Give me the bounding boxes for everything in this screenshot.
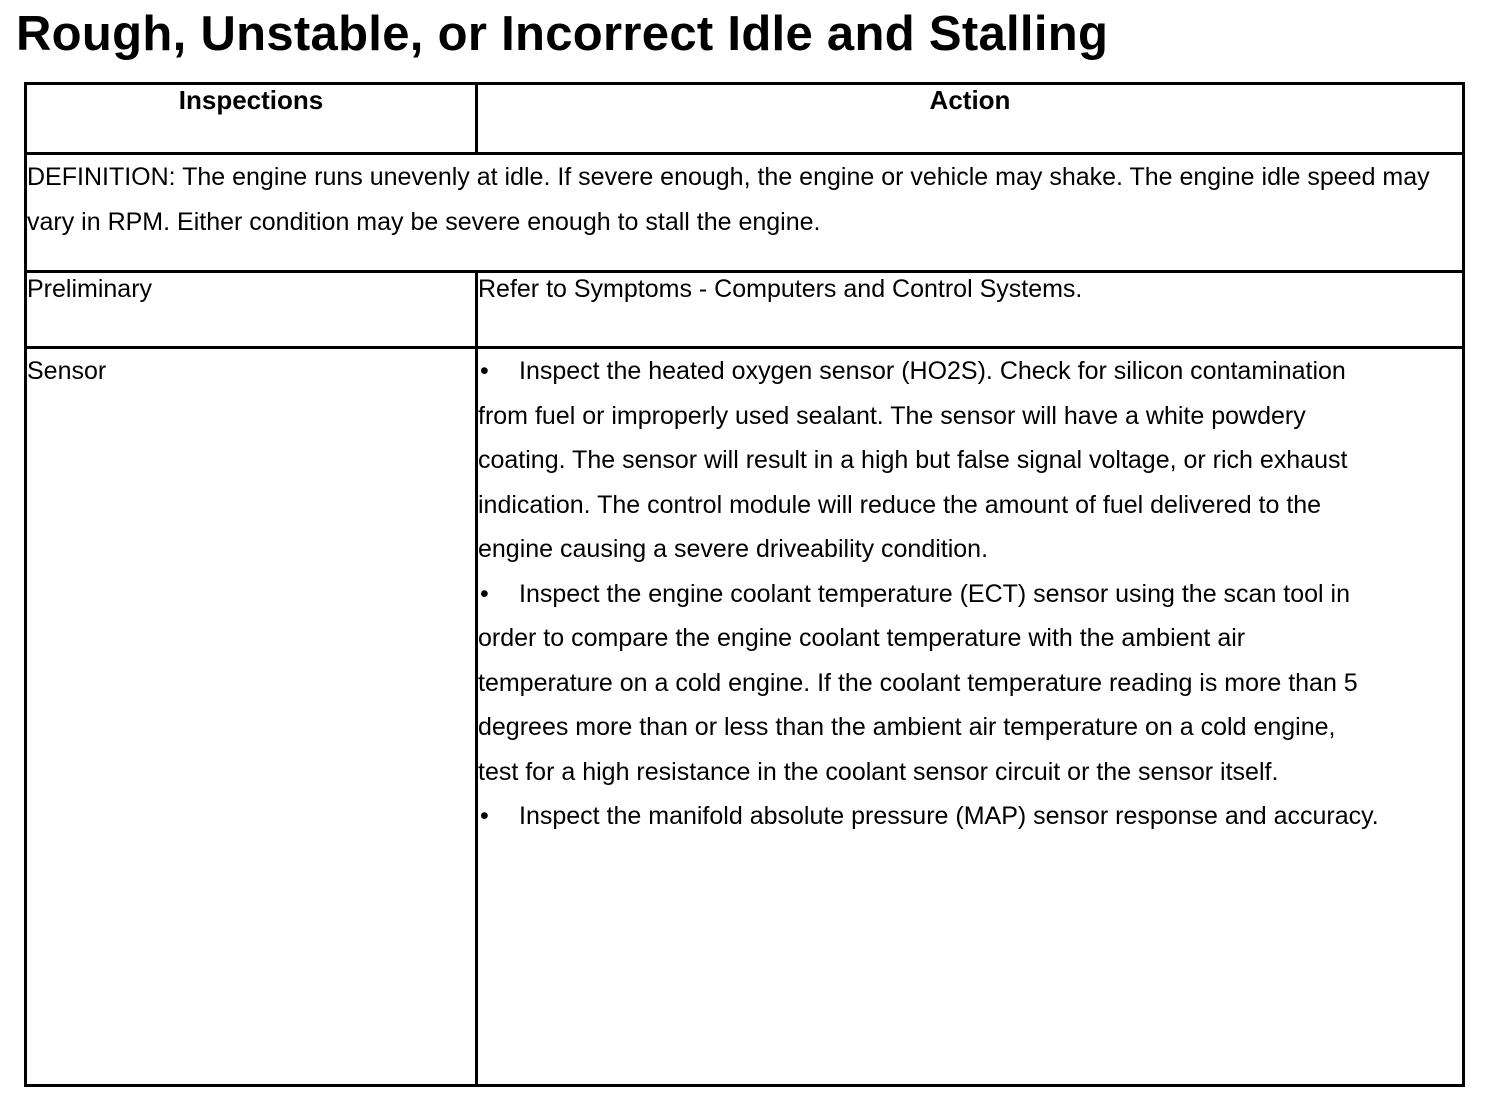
definition-row [26, 154, 1464, 272]
table-header-row [26, 84, 1464, 154]
table-row [26, 272, 1464, 348]
bullet-text: Inspect the heated oxygen sensor (HO2S). Check for silicon contamination from fuel or improperly used sealant. The sensor will have a white powdery coating. The sensor will result in a high but false signal voltage, or rich exhaust indication. The control module will reduce the amount of fuel delivered to the engine causing a severe driveability condition. [478, 357, 1348, 563]
bullet-icon: • [480, 802, 489, 830]
bullet-text: Inspect the engine coolant temperature (ECT) sensor using the scan tool in order to compare the engine coolant temperature with the ambient air temperature on a cold engine. If the coolant temperature reading is more than 5 degrees more than or less than the ambient air temperature on a cold engine, test for a high resistance in the coolant sensor circuit or the sensor itself. [478, 579, 1358, 786]
diagnostic-table [24, 82, 1465, 1087]
bullet-item [478, 349, 1382, 572]
action-sensor [477, 348, 1464, 1086]
table-row [26, 348, 1464, 1086]
header-inspections: Inspections [26, 84, 477, 154]
bullet-item [478, 572, 1382, 795]
bullet-text: Inspect the manifold absolute pressure (MAP) sensor response and accuracy. [519, 802, 1379, 830]
inspection-preliminary: Preliminary [26, 272, 477, 348]
action-preliminary: Refer to Symptoms - Computers and Control Systems. [477, 272, 1464, 348]
page-title: Rough, Unstable, or Incorrect Idle and Stalling [16, 7, 1109, 61]
bullet-icon: • [480, 357, 489, 385]
header-action: Action [477, 84, 1464, 154]
definition-text: DEFINITION: The engine runs unevenly at idle. If severe enough, the engine or vehicle may shake. The engine idle speed may vary in RPM. Either condition may be severe enough to stall the engine. [26, 154, 1464, 272]
bullet-icon: • [480, 579, 489, 608]
bullet-item [478, 794, 1382, 839]
inspection-sensor: Sensor [26, 348, 477, 1086]
